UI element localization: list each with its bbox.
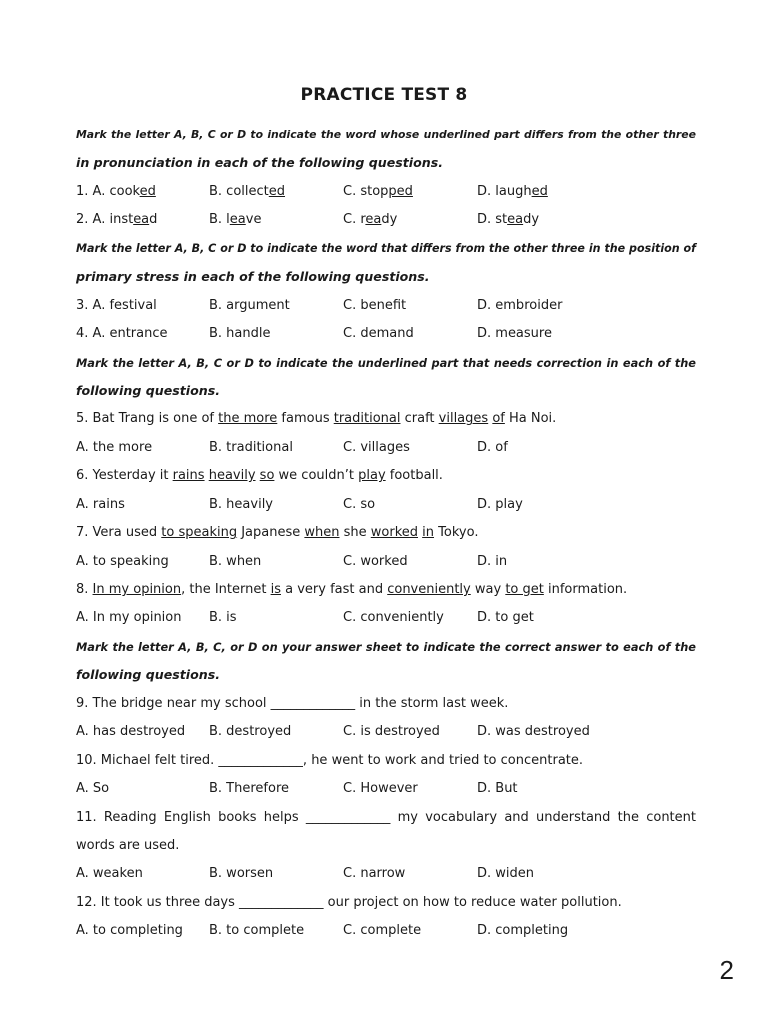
q11-option-a: A. weaken [76,866,143,882]
q10-option-a: A. So [76,781,110,797]
question-6-text: 6. Yesterday it rains heavily so we couldn’t play football. [76,468,443,484]
section-3-instruction-line-1: Mark the letter A, B, C or D to indicate the underlined part that needs correction in each of the [76,355,696,370]
section-2-instruction-line-2: primary stress in each of the following questions. [76,269,430,285]
q6-option-d: D. play [477,496,523,512]
question-11-options [76,860,696,888]
question-7-options [76,548,696,576]
q3-option-d: D. embroider [477,297,563,313]
q12-option-b: B. to complete [209,923,305,939]
page-title: PRACTICE TEST 8 [300,85,468,105]
q10-option-d: D. But [477,781,518,797]
question-11-text-line-2: words are used. [76,837,180,853]
q2-option-a: 2. A. instead [76,212,158,228]
question-10-options [76,775,696,803]
q9-option-d: D. was destroyed [477,724,590,740]
q12-option-c: C. complete [343,923,422,939]
question-7-text: 7. Vera used to speaking Japanese when she worked in Tokyo. [76,525,479,541]
q7-option-d: D. in [477,553,508,569]
q3-option-b: B. argument [209,297,290,313]
q6-option-a: A. rains [76,496,125,512]
page-number: 2 [719,955,734,985]
q10-option-b: B. Therefore [209,781,290,797]
section-4-instruction-line-2: following questions. [76,667,220,683]
q2-option-b: B. leave [209,212,262,228]
question-8-text: 8. In my opinion, the Internet is a very fast and conveniently way to get information. [76,582,628,597]
q4-option-c: C. demand [343,326,414,342]
q8-option-a: A. In my opinion [76,610,182,626]
question-3-options [76,292,696,320]
q1-option-b: B. collected [209,183,286,199]
q9-option-b: B. destroyed [209,724,292,740]
q6-option-c: C. so [343,496,376,512]
q8-option-c: C. conveniently [343,610,444,626]
q12-option-d: D. completing [477,923,569,939]
section-1-instruction-line-2: in pronunciation in each of the following questions. [76,155,443,171]
q7-option-c: C. worked [343,553,408,569]
question-12-options [76,917,696,945]
q9-option-a: A. has destroyed [76,724,186,740]
q4-option-d: D. measure [477,326,552,342]
test-content [76,121,696,946]
q8-option-b: B. is [209,610,237,626]
q5-option-d: D. of [477,439,508,455]
question-1-options [76,178,696,206]
q11-option-b: B. worsen [209,866,274,882]
question-2-options [76,206,696,234]
question-5-text: 5. Bat Trang is one of the more famous traditional craft villages of Ha Noi. [76,411,557,427]
q4-option-a: 4. A. entrance [76,326,168,342]
q1-option-a: 1. A. cooked [76,183,156,199]
q2-option-c: C. ready [343,212,398,228]
q5-option-c: C. villages [343,439,410,455]
q12-option-a: A. to completing [76,923,183,939]
q8-option-d: D. to get [477,610,534,626]
question-8-options [76,604,696,632]
section-3-instruction-line-2: following questions. [76,382,220,398]
q5-option-b: B. traditional [209,439,293,455]
q2-option-d: D. steady [477,212,540,228]
q3-option-a: 3. A. festival [76,297,157,313]
q11-option-c: C. narrow [343,866,406,882]
question-10-text: 10. Michael felt tired. _____________, he went to work and tried to concentrate. [76,752,584,768]
q9-option-c: C. is destroyed [343,724,440,740]
q1-option-c: C. stopped [343,183,413,199]
q10-option-c: C. However [343,781,418,797]
q3-option-c: C. benefit [343,297,407,313]
question-6-options [76,491,696,519]
section-2-instruction-line-1: Mark the letter A, B, C or D to indicate the word that differs from the other three in the position of [76,241,696,255]
section-4-instruction-line-1: Mark the letter A, B, C, or D on your answer sheet to indicate the correct answer to each of the [76,639,696,654]
question-9-options [76,718,696,746]
question-9-text: 9. The bridge near my school _____________ in the storm last week. [76,695,509,711]
q7-option-a: A. to speaking [76,553,169,569]
q1-option-d: D. laughed [477,183,548,199]
q6-option-b: B. heavily [209,496,273,512]
q4-option-b: B. handle [209,326,271,342]
question-4-options [76,320,696,348]
question-12-text: 12. It took us three days _____________ our project on how to reduce water pollution. [76,894,622,910]
q7-option-b: B. when [209,553,262,569]
q11-option-d: D. widen [477,866,535,882]
question-11-text-line-1: 11. Reading English books helps _____________ my vocabulary and understand the content [76,809,696,825]
question-5-options [76,434,696,462]
q5-option-a: A. the more [76,439,153,455]
section-1-instruction-line-1: Mark the letter A, B, C or D to indicate the word whose underlined part differs from the other three [76,128,696,141]
